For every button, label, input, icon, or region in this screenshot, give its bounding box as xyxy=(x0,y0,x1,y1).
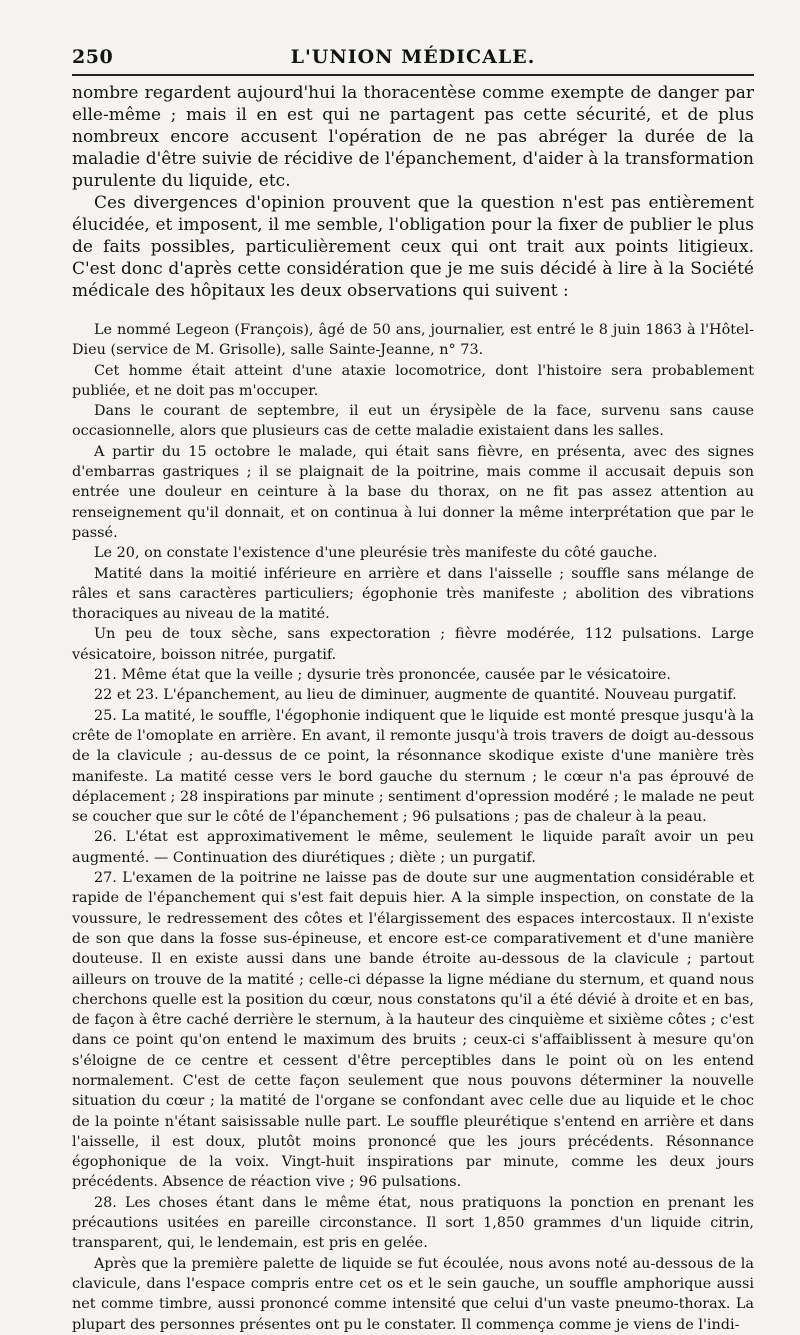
observation-paragraph: A partir du 15 octobre le malade, qui était sans fièvre, en présenta, avec des signes d'embarras gastriques ; il se plaignait de la poitrine, mais comme il accusait depuis son entrée une douleur en ceinture à la base du thorax, on ne fit pas assez attention au renseignement qu'il donnait, et on continua à lui donner la même interprétation que par le passé. xyxy=(72,443,754,541)
observation-paragraph: Matité dans la moitié inférieure en arrière et dans l'aisselle ; souffle sans mélange de râles et sans caractères particuliers; égophonie très manifeste ; abolition des vibrations thoraciques au niveau de la matité. xyxy=(72,565,754,623)
observation-paragraph: 22 et 23. L'épanchement, au lieu de diminuer, augmente de quantité. Nouveau purgatif. xyxy=(94,687,737,704)
page-header xyxy=(72,40,754,70)
page-number: 250 xyxy=(72,46,114,68)
running-title: L'UNION MÉDICALE. xyxy=(290,46,536,68)
observation-paragraph: Le nommé Legeon (François), âgé de 50 ans, journalier, est entré le 8 juin 1863 à l'Hôtel-Dieu (service de M. Grisolle), salle Sainte-Jeanne, n° 73. xyxy=(72,322,754,359)
observation-paragraph: Cet homme était atteint d'une ataxie locomotrice, dont l'histoire sera probablement publiée, et ne doit pas m'occuper. xyxy=(72,362,754,399)
intro-paragraph: Ces divergences d'opinion prouvent que la question n'est pas entièrement élucidée, et imposent, il me semble, l'obligation pour la fixer de publier le plus de faits possibles, particulièrement ceux qui ont trait aux points litigieux. C'est donc d'après cette considération que je me suis décidé à lire à la Société médicale des hôpitaux les deux observations qui suivent : xyxy=(72,193,754,301)
header-rule xyxy=(72,74,754,76)
observation-paragraph: Dans le courant de septembre, il eut un érysipèle de la face, survenu sans cause occasionnelle, alors que plusieurs cas de cette maladie existaient dans les salles. xyxy=(72,403,754,440)
observation-paragraph: 28. Les choses étant dans le même état, nous pratiquons la ponction en prenant les précautions usitées en pareille circonstance. Il sort 1,850 grammes d'un liquide citrin, transparent, qui, le lendemain, est pris en gelée. xyxy=(72,1194,754,1252)
observation-paragraph: 27. L'examen de la poitrine ne laisse pas de doute sur une augmentation considérable et rapide de l'épanchement qui s'est fait depuis hier. A la simple inspection, on constate de la voussure, le redressement des côtes et l'élargissement des espaces intercostaux. Il n'existe de son que dans la fosse sus-épineuse, et encore est-ce comparativement et d'une manière douteuse. Il en existe aussi dans une bande étroite au-dessous de la clavicule ; partout ailleurs on trouve de la matité ; celle-ci dépasse la ligne médiane du sternum, et quand nous cherchons quelle est la position du cœur, nous constatons qu'il a été dévié à droite et en bas, de façon à être caché derrière le sternum, à la hauteur des cinquième et sixième côtes ; c'est dans ce point qu'on entend le maximum des bruits ; ceux-ci s'affaiblissent à mesure qu'on s'éloigne de ce centre et cessent d'être perceptibles dans le point où on les entend normalement. C'est de cette façon seulement que nous pouvons déterminer la nouvelle situation du cœur ; la matité de l'organe se confondant avec celle due au liquide et le choc de la pointe n'étant saisissable nulle part. Le souffle pleurétique s'entend en arrière et dans l'aisselle, il est doux, plutôt moins prononcé que les jours précédents. Résonnance égophonique de la voix. Vingt-huit inspirations par minute, comme les deux jours précédents. Absence de réaction vive ; 96 pulsations. xyxy=(72,870,754,1191)
observation-paragraph: 26. L'état est approximativement le même, seulement le liquide paraît avoir un peu augmenté. — Continuation des diurétiques ; diète ; un purgatif. xyxy=(72,829,754,866)
observation-section xyxy=(72,320,754,1335)
observation-paragraph: 21. Même état que la veille ; dysurie très prononcée, causée par le vésicatoire. xyxy=(94,667,672,684)
observation-paragraph: Après que la première palette de liquide se fut écoulée, nous avons noté au-dessous de la clavicule, dans l'espace compris entre cet os et le sein gauche, un souffle amphorique aussi net comme timbre, aussi prononcé comme intensité que celui d'un vaste pneumo-thorax. La plupart des personnes présentes ont pu le constater. Il commença comme je viens de l'indi- xyxy=(72,1255,754,1333)
observation-paragraph: Un peu de toux sèche, sans expectoration ; fièvre modérée, 112 pulsations. Large vésicatoire, boisson nitrée, purgatif. xyxy=(72,626,754,663)
observation-paragraph: Le 20, on constate l'existence d'une pleurésie très manifeste du côté gauche. xyxy=(94,545,658,562)
observation-paragraph: 25. La matité, le souffle, l'égophonie indiquent que le liquide est monté presque jusqu'à la crête de l'omoplate en arrière. En avant, il remonte jusqu'à trois travers de doigt au-dessous de la clavicule ; au-dessus de ce point, la résonnance skodique existe d'une manière très manifeste. La matité cesse vers le bord gauche du sternum ; le cœur n'a pas éprouvé de déplacement ; 28 inspirations par minute ; sentiment d'opression modéré ; le malade ne peut se coucher que sur le côté de l'épanchement ; 96 pulsations ; pas de chaleur à la peau. xyxy=(72,707,754,826)
intro-paragraph: nombre regardent aujourd'hui la thoracentèse comme exempte de danger par elle-même ; mais il en est qui ne partagent pas cette sécurité, et de plus nombreux encore accusent l'opération de ne pas abréger la durée de la maladie d'être suivie de récidive de l'épanchement, d'aider à la transformation purulente du liquide, etc. xyxy=(72,83,754,191)
intro-section xyxy=(72,82,754,302)
